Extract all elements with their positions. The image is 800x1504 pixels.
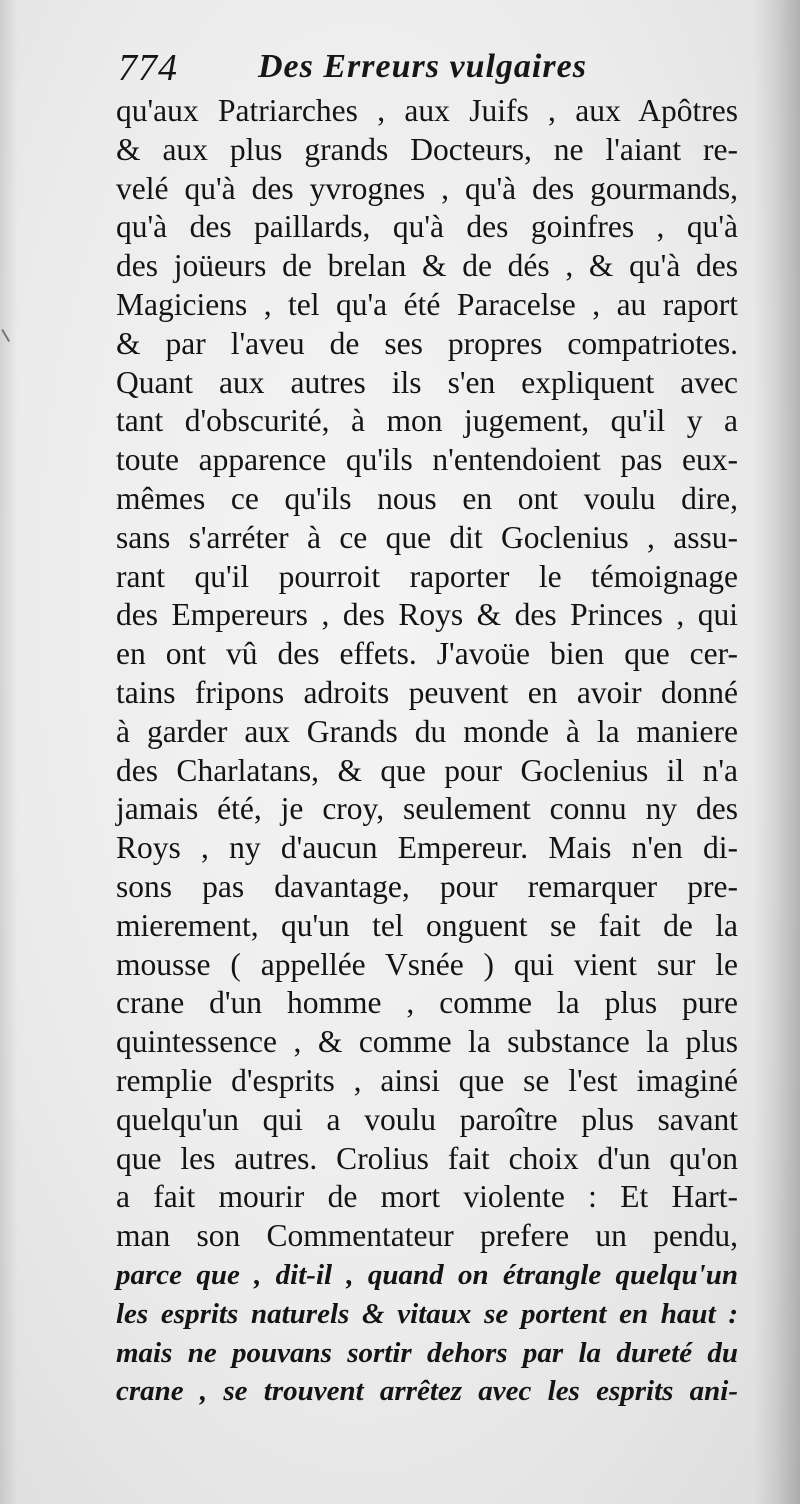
- text-line: & aux plus grands Docteurs, ne l'aiant re-: [116, 131, 738, 167]
- text-line: des joüeurs de brelan & de dés , & qu'à des: [116, 248, 738, 284]
- text-line: crane d'un homme , comme la plus pure: [116, 985, 738, 1021]
- text-line: mousse ( appellée Vsnée ) qui vient sur le: [116, 946, 738, 982]
- text-line: à garder aux Grands du monde à la maniere: [116, 713, 738, 749]
- running-head: [118, 40, 678, 90]
- text-line: qu'aux Patriarches , aux Juifs , aux Apôtres: [116, 93, 738, 128]
- text-line: les esprits naturels & vitaux se portent en haut :: [116, 1297, 738, 1330]
- text-line: & par l'aveu de ses propres compatriotes.: [116, 325, 738, 361]
- text-line: crane , se trouvent arrêtez avec les esprits ani-: [116, 1375, 738, 1408]
- text-line: mais ne pouvans sortir dehors par la dureté du: [116, 1336, 738, 1369]
- text-line: sans s'arréter à ce que dit Goclenius , assu-: [116, 519, 738, 555]
- text-line: mêmes ce qu'ils nous en ont voulu dire,: [116, 480, 738, 516]
- text-line: tains fripons adroits peuvent en avoir donné: [116, 674, 738, 710]
- page-number: 774: [118, 47, 178, 89]
- text-line: que les autres. Crolius fait choix d'un qu'on: [116, 1140, 738, 1176]
- text-line: remplie d'esprits , ainsi que se l'est imaginé: [116, 1062, 738, 1098]
- text-line: velé qu'à des yvrognes , qu'à des gourmands,: [116, 170, 738, 206]
- text-line: Roys , ny d'aucun Empereur. Mais n'en di-: [116, 830, 738, 866]
- text-line: quintessence , & comme la substance la plus: [116, 1024, 738, 1060]
- text-line: jamais été, je croy, seulement connu ny des: [116, 791, 738, 827]
- text-line: mierement, qu'un tel onguent se fait de la: [116, 907, 738, 943]
- text-line: en ont vû des effets. J'avoüe bien que cer-: [116, 636, 738, 672]
- text-line: toute apparence qu'ils n'entendoient pas eux-: [116, 442, 738, 478]
- text-line: des Charlatans, & que pour Goclenius il n'a: [116, 752, 738, 788]
- page-left-edge-shadow: [0, 0, 18, 1504]
- text-line: des Empereurs , des Roys & des Princes , qui: [116, 597, 738, 633]
- text-line: a fait mourir de mort violente : Et Hart-: [116, 1179, 738, 1215]
- running-title: Des Erreurs vulgaires: [258, 48, 587, 85]
- text-line: man son Commentateur prefere un pendu,: [116, 1218, 738, 1254]
- text-line: qu'à des paillards, qu'à des goinfres , qu'à: [116, 209, 738, 245]
- text-line: tant d'obscurité, à mon jugement, qu'il y a: [116, 403, 738, 439]
- body-text: [116, 92, 738, 1411]
- text-line: Quant aux autres ils s'en expliquent avec: [116, 364, 738, 400]
- text-line: sons pas davantage, pour remarquer pre-: [116, 868, 738, 904]
- text-line: quelqu'un qui a voulu paroître plus savant: [116, 1101, 738, 1137]
- text-line: parce que , dit-il , quand on étrangle quelqu'un: [116, 1258, 738, 1291]
- text-line: Magiciens , tel qu'a été Paracelse , au raport: [116, 286, 738, 322]
- text-line: rant qu'il pourroit raporter le témoignage: [116, 558, 738, 594]
- binding-gutter-shadow: [754, 0, 800, 1504]
